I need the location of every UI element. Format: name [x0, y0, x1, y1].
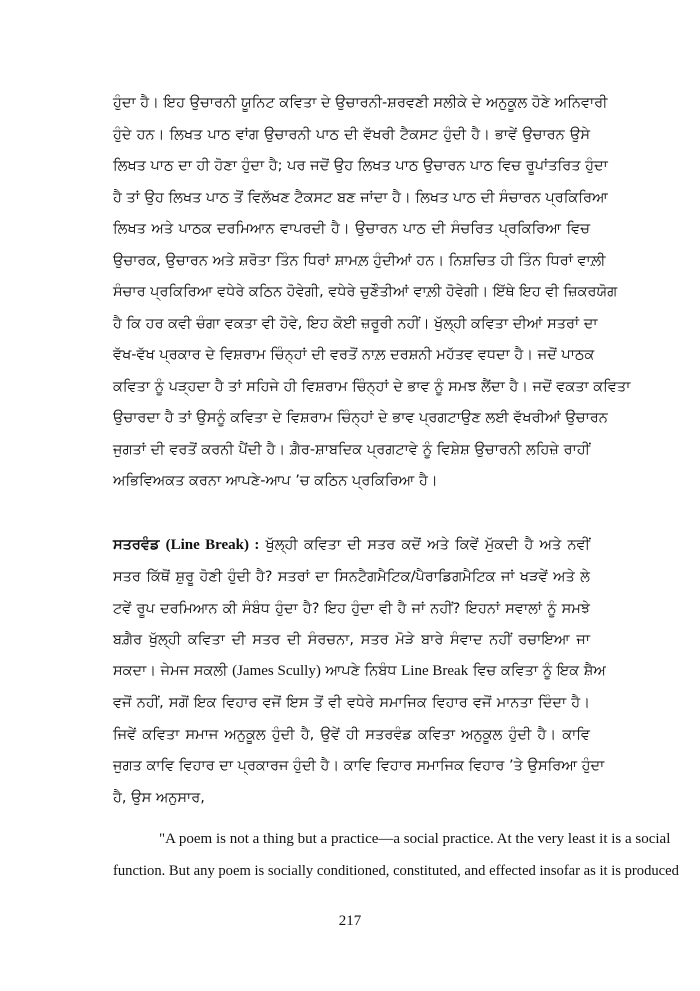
text-line: ਵਜੋਂ ਨਹੀਂ, ਸਗੋਂ ਇਕ ਵਿਹਾਰ ਵਜੋਂ ਇਸ ਤੋਂ ਵੀ ਵਧੇਰੇ ਸਮਾਜਿਕ ਵਿਹਾਰ ਵਜੋਂ ਮਾਨਤਾ ਦਿੰਦਾ ਹੈ।: [113, 695, 590, 711]
section-heading-line: [113, 535, 590, 555]
text-line: ਜਿਵੇਂ ਕਵਿਤਾ ਸਮਾਜ ਅਨੁਕੂਲ ਹੁੰਦੀ ਹੈ, ਉਵੇਂ ਹੀ ਸਤਰਵੰਡ ਕਵਿਤਾ ਅਨੁਕੂਲ ਹੁੰਦੀ ਹੈ। ਕਾਵਿ: [113, 726, 590, 743]
text-line: ਅਭਿਵਿਅਕਤ ਕਰਨਾ ਆਪਣੇ-ਆਪ ’ਚ ਕਠਿਨ ਪ੍ਰਕਿਰਿਆ ਹੈ।: [113, 473, 438, 489]
text-line: ਸੰਚਾਰ ਪ੍ਰਕਿਰਿਆ ਵਧੇਰੇ ਕਠਿਨ ਹੋਵੇਗੀ, ਵਧੇਰੇ ਚੁਣੌਤੀਆਂ ਵਾਲ਼ੀ ਹੋਵੇਗੀ। ਇੱਥੇ ਇਹ ਵੀ ਜ਼ਿਕਰਯੋਗ: [113, 284, 618, 300]
text-line: ਹੈ ਤਾਂ ਉਹ ਲਿਖਤ ਪਾਠ ਤੋਂ ਵਿਲੱਖਣ ਟੈਕਸਟ ਬਣ ਜਾਂਦਾ ਹੈ। ਲਿਖਤ ਪਾਠ ਦੀ ਸੰਚਾਰਨ ਪ੍ਰਕਿਰਿਆ: [113, 189, 608, 206]
page-number: 217: [338, 913, 362, 929]
quote-line: "A poem is not a thing but a practice—a social practice. At the very least it is a social: [159, 831, 671, 847]
text-line: ਬਗ਼ੈਰ ਖੁੱਲ੍ਹੀ ਕਵਿਤਾ ਦੀ ਸਤਰ ਦੀ ਸੰਰਚਨਾ, ਸਤਰ ਮੋੜੇ ਬਾਰੇ ਸੰਵਾਦ ਨਹੀਂ ਰਚਾਇਆ ਜਾ: [113, 632, 590, 648]
section-heading-english: (Line Break) :: [165, 537, 260, 553]
text-line: ਹੁੰਦੇ ਹਨ। ਲਿਖਤ ਪਾਠ ਵਾਂਗ ਉਚਾਰਨੀ ਪਾਠ ਦੀ ਵੱਖਰੀ ਟੈਕਸਟ ਹੁੰਦੀ ਹੈ। ਭਾਵੇਂ ਉਚਾਰਨ ਉਸੇ: [113, 126, 590, 143]
text-line: ਲਿਖਤ ਅਤੇ ਪਾਠਕ ਦਰਮਿਆਨ ਵਾਪਰਦੀ ਹੈ। ਉਚਾਰਨ ਪਾਠ ਦੀ ਸੰਚਰਿਤ ਪ੍ਰਕਿਰਿਆ ਵਿਚ: [113, 221, 590, 237]
text-segment: ਆਪਣੇ ਨਿਬੰਧ: [325, 663, 397, 679]
text-segment: ਸਕਦਾ। ਜੇਮਜ ਸਕਲੀ: [113, 663, 228, 679]
text-line: ਉਚਾਰਕ, ਉਚਾਰਨ ਅਤੇ ਸ਼ਰੋਤਾ ਤਿੰਨ ਧਿਰਾਂ ਸ਼ਾਮਲ਼ ਹੁੰਦੀਆਂ ਹਨ। ਨਿਸ਼ਚਿਤ ਹੀ ਤਿੰਨ ਧਿਰਾਂ ਵਾਲ਼ੀ: [113, 252, 606, 269]
text-line: ਜੁਗਤ ਕਾਵਿ ਵਿਹਾਰ ਦਾ ਪ੍ਰਕਾਰਜ ਹੁੰਦੀ ਹੈ। ਕਾਵਿ ਵਿਹਾਰ ਸਮਾਜਿਕ ਵਿਹਾਰ ’ਤੇ ਉਸਰਿਆ ਹੁੰਦਾ: [113, 758, 605, 774]
author-name-english: (James Scully): [232, 663, 321, 679]
text-line: ਸਤਰ ਕਿੱਥੋਂ ਸ਼ੁਰੂ ਹੋਣੀ ਹੁੰਦੀ ਹੈ? ਸਤਰਾਂ ਦਾ ਸਿਨਟੈਗਮੈਟਿਕ/ਪੈਰਾਡਿਗਮੈਟਿਕ ਜਾਂ ਖੜਵੇਂ ਅਤੇ ਲੇ: [113, 569, 590, 585]
text-line: ਲਿਖਤ ਪਾਠ ਦਾ ਹੀ ਹੋਣਾ ਹੁੰਦਾ ਹੈ; ਪਰ ਜਦੋਂ ਉਹ ਲਿਖਤ ਪਾਠ ਉਚਾਰਨ ਪਾਠ ਵਿਚ ਰੂਪਾਂਤਰਿਤ ਹੁੰਦਾ: [113, 158, 608, 174]
section-heading: ਸਤਰਵੰਡ: [113, 537, 160, 553]
text-line: ਵੱਖ-ਵੱਖ ਪ੍ਰਕਾਰ ਦੇ ਵਿਸ਼ਰਾਮ ਚਿੰਨ੍ਹਾਂ ਦੀ ਵਰਤੋਂ ਨਾਲ਼ ਦਰਸ਼ਨੀ ਮਹੱਤਵ ਵਧਦਾ ਹੈ। ਜਦੋਂ ਪਾਠਕ: [113, 347, 595, 363]
essay-title-english: Line Break: [401, 663, 469, 679]
text-line: ਹੈ, ਉਸ ਅਨੁਸਾਰ,: [113, 789, 205, 806]
text-line: ਹੈ ਕਿ ਹਰ ਕਵੀ ਚੰਗਾ ਵਕਤਾ ਵੀ ਹੋਵੇ, ਇਹ ਕੋਈ ਜ਼ਰੂਰੀ ਨਹੀਂ। ਖੁੱਲ੍ਹੀ ਕਵਿਤਾ ਦੀਆਂ ਸਤਰਾਂ ਦਾ: [113, 315, 598, 332]
text-line: ਟਵੇਂ ਰੂਪ ਦਰਮਿਆਨ ਕੀ ਸੰਬੰਧ ਹੁੰਦਾ ਹੈ? ਇਹ ਹੁੰਦਾ ਵੀ ਹੈ ਜਾਂ ਨਹੀਂ? ਇਹਨਾਂ ਸਵਾਲਾਂ ਨੂੰ ਸਮਝੇ: [113, 600, 590, 617]
text-line: ਜੁਗਤਾਂ ਦੀ ਵਰਤੋਂ ਕਰਨੀ ਪੈਂਦੀ ਹੈ। ਗ਼ੈਰ-ਸ਼ਾਬਦਿਕ ਪ੍ਰਗਟਾਵੇ ਨੂੰ ਵਿਸ਼ੇਸ਼ ਉਚਾਰਨੀ ਲਹਿਜ਼ੇ ਰਾਹੀਂ: [113, 441, 590, 458]
section-first-line-text: ਖੁੱਲ੍ਹੀ ਕਵਿਤਾ ਦੀ ਸਤਰ ਕਦੋਂ ਅਤੇ ਕਿਵੇਂ ਮੁੱਕਦੀ ਹੈ ਅਤੇ ਨਵੀਂ: [265, 537, 590, 553]
text-line: ਹੁੰਦਾ ਹੈ। ਇਹ ਉਚਾਰਨੀ ਯੂਨਿਟ ਕਵਿਤਾ ਦੇ ਉਚਾਰਨੀ-ਸ਼ਰਵਣੀ ਸਲੀਕੇ ਦੇ ਅਨੁਕੂਲ ਹੋਣੇ ਅਨਿਵਾਰੀ: [113, 95, 608, 111]
text-segment: ਵਿਚ ਕਵਿਤਾ ਨੂੰ ਇਕ ਸ਼ੈਅ: [472, 663, 606, 679]
text-line: ਉਚਾਰਦਾ ਹੈ ਤਾਂ ਉਸਨੂੰ ਕਵਿਤਾ ਦੇ ਵਿਸ਼ਰਾਮ ਚਿੰਨ੍ਹਾਂ ਦੇ ਭਾਵ ਪ੍ਰਗਟਾਉਣ ਲਈ ਵੱਖਰੀਆਂ ਉਚਾਰਨ: [113, 410, 608, 426]
scully-line: [113, 661, 606, 681]
text-line: ਕਵਿਤਾ ਨੂੰ ਪੜ੍ਹਦਾ ਹੈ ਤਾਂ ਸਹਿਜੇ ਹੀ ਵਿਸ਼ਰਾਮ ਚਿੰਨ੍ਹਾਂ ਦੇ ਭਾਵ ਨੂੰ ਸਮਝ ਲੈਂਦਾ ਹੈ। ਜਦੋਂ ਵਕਤਾ ਕਵਿਤਾ: [113, 378, 631, 395]
quote-line: function. But any poem is socially conditioned, constituted, and effected insofar as it is produced: [113, 863, 679, 879]
